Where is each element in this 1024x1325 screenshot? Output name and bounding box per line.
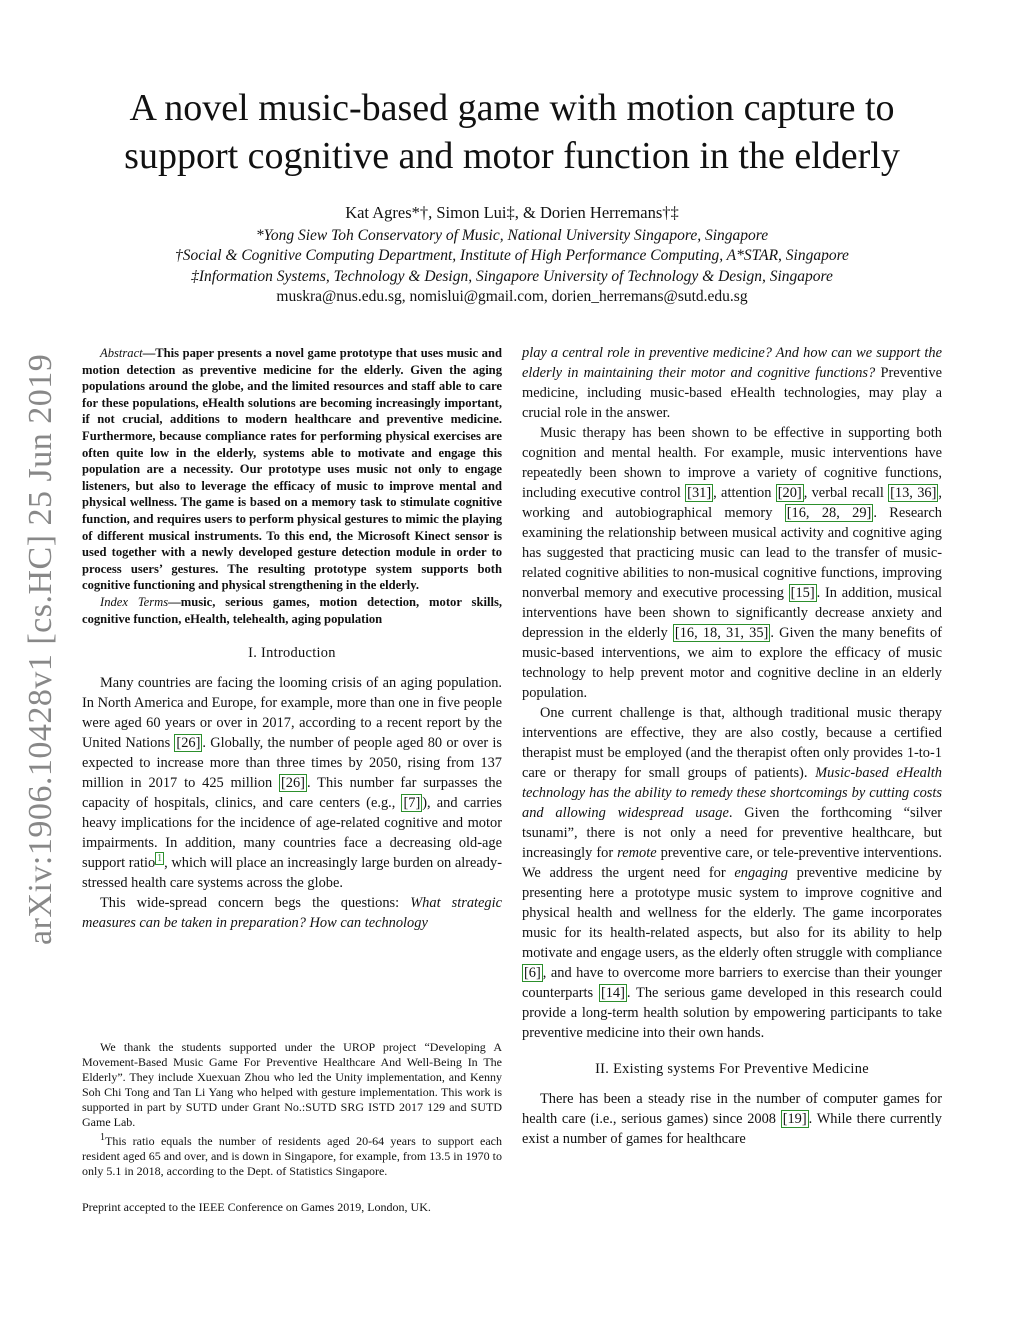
left-column	[82, 345, 502, 933]
intro-paragraph-2: This wide-spread concern begs the questions: What strategic measures can be taken in preparation? How can technology	[82, 895, 502, 932]
section-2-paragraph-1: There has been a steady rise in the number of computer games for health care (i.e., serious games) since 2008 [19] . While there currently exist a number of games for healthcare	[522, 1091, 942, 1147]
intro-paragraph-1: Many countries are facing the looming crisis of an aging population. In North America and Europe, for example, more than one in five people were aged 60 years or over in 2017, according to a recent report by the United Nations [26] . Globally, the number of people aged 80 or over is expected to increase more than three times by 2050, rising from 137 million in 2017 to 425 million [26] . This number far surpasses the capacity of hospitals, clinics, and care centers (e.g., [7] ), and carries heavy implications for the incidence of age-related cognitive and motor impairments. In addition, many countries face a decreasing old-age support ratio $^1$ , which will place an increasingly large burden on already-stressed health care systems across the globe.	[82, 675, 503, 892]
index-terms	[82, 594, 502, 627]
abstract-label: Abstract	[100, 346, 143, 360]
citation-link[interactable]: [20]	[777, 485, 802, 501]
affiliation-1: *Yong Siew Toh Conservatory of Music, National University Singapore, Singapore	[255, 226, 769, 244]
citation-link[interactable]: [31]	[687, 485, 712, 501]
citation-link[interactable]: [16, 18, 31, 35]	[674, 625, 769, 641]
citation-link[interactable]: [26]	[281, 775, 305, 792]
index-terms-text: —music, serious games, motion detection, motor skills, cognitive function, eHealth, telehealth, aging population	[82, 594, 502, 626]
citation-link[interactable]: [19]	[782, 1111, 807, 1127]
title-line-1: A novel music-based game with motion capture to	[129, 87, 895, 129]
section-2-heading: II. Existing systems For Preventive Medicine	[595, 1061, 869, 1077]
acknowledgement-footnote: We thank the students supported under the UROP project “Developing A Movement-Based Music Game For Preventive Healthcare And Well-Being In The Elderly”. They include Xuexuan Zhou who led the Unity implementation, and Kenny Soh Chi Tong and Tan Li Yang who helped with gesture implementation. This work is supported in part by SUTD under Grant No.:SUTD SRG ISTD 2017 129 and SUTD Game Lab.	[82, 1040, 502, 1129]
citation-link[interactable]: [16, 28, 29]	[786, 505, 872, 521]
preprint-note: Preprint accepted to the IEEE Conference on Games 2019, London, UK.	[82, 1200, 431, 1214]
arxiv-stamp: arXiv:1906.10428v1 [cs.HC] 25 Jun 2019	[22, 353, 59, 945]
right-paragraph-1: play a central role in preventive medicine? And how can we support the elderly in maintaining their motor and cognitive functions? Preventive medicine, including music-based eHealth technologies, may play a crucial role in the answer.	[522, 345, 942, 421]
citation-link[interactable]: [14]	[600, 985, 625, 1001]
affiliation-3: ‡Information Systems, Technology & Design, Singapore University of Technology & Design, Singapore	[191, 267, 833, 285]
right-paragraph-3: One current challenge is that, although traditional music therapy interventions are effective, they are also costly, because a certified therapist must be employed (and the therapist often only provides 1-to-1 care or therapy for small groups of patients). Music-based eHealth technology has the ability to remedy these shortcomings by cutting costs and allowing widespread usage. Given the forthcoming “silver tsunami”, there is not only a need for preventive healthcare, but increasingly for remote preventive care, or tele-preventive interventions. We address the urgent need for engaging preventive medicine by presenting here a prototype music system to improve cognitive and physical health and wellness for the elderly. The game incorporates music for its health-related aspects, but also for its ability to help motivate and engage users, as the elderly often struggle with compliance [6] , and have to overcome more barriers to exercise than their younger counterparts [14] . The serious game developed in this research could provide a long-term health solution by empowering participants to take preventive medicine into their own hands.	[522, 705, 942, 1041]
title-line-2: support cognitive and motor function in the elderly	[124, 135, 900, 177]
abstract	[82, 345, 502, 594]
right-column	[522, 343, 942, 1149]
section-1-heading: I. Introduction	[248, 645, 336, 662]
index-terms-label: Index Terms	[100, 594, 169, 609]
affiliation-2: †Social & Cognitive Computing Department, Institute of High Performance Computing, A*STAR, Singapore	[175, 247, 849, 264]
footnotes	[82, 1040, 502, 1179]
citation-link[interactable]: [15]	[790, 585, 815, 601]
citation-link[interactable]: [6]	[524, 965, 541, 981]
author-names: Kat Agres*†, Simon Lui‡, & Dorien Herremans†‡	[345, 203, 679, 222]
author-emails: muskra@nus.edu.sg, nomislui@gmail.com, dorien_herremans@sutd.edu.sg	[276, 288, 748, 305]
citation-link[interactable]: [7]	[403, 795, 421, 812]
footnote-link[interactable]: 1	[157, 853, 163, 865]
citation-link[interactable]: [26]	[176, 735, 201, 752]
paper-title	[0, 84, 1024, 180]
footnote-1: $^1$This ratio equals the number of residents aged 20-64 years to support each resident aged 65 and over, and is down in Singapore, for example, from 13.5 in 1970 to only 5.1 in 2018, according to the Dept. of Statistics Singapore.	[82, 1132, 502, 1178]
author-block	[0, 203, 1024, 308]
right-paragraph-2: Music therapy has been shown to be effective in supporting both cognition and mental health. For example, music interventions have repeatedly been shown to improve a variety of cognitive functions, including executive control [31] , attention [20] , verbal recall [13, 36] , working and autobiographical memory [16, 28, 29] . Research examining the relationship between musical activity and cognitive aging has suggested that practicing music can lead to the transfer of music-related cognitive abilities to non-musical cognitive functions, improving nonverbal memory and executive processing [15] . In addition, musical interventions have been shown to significantly decrease anxiety and depression in the elderly [16, 18, 31, 35] . Given the many benefits of music-based interventions, we aim to explore the efficacy of music technology to help prevent motor and cognitive decline in an elderly population.	[522, 425, 943, 701]
citation-link[interactable]: [13, 36]	[890, 485, 937, 501]
abstract-text: —This paper presents a novel game prototype that uses music and motion detection as preventive medicine for the elderly. Given the aging populations around the globe, and the limited resources and staff able to care for these populations, eHealth solutions are becoming increasingly important, if not crucial, additions to modern healthcare and preventive medicine. Furthermore, because compliance rates for performing physical exercises are often quite low in the elderly, systems able to motivate and engage this population are a necessity. Our prototype uses music not only to engage listeners, but also to leverage the efficacy of music to improve mental and physical wellness. The game is based on a memory task to stimulate cognitive function, and requires users to perform physical gestures to mimic the playing of different musical instruments. To this end, the Microsoft Kinect sensor is used together with a newly developed gesture detection module in order to process users’ gestures. The resulting prototype system supports both cognitive functioning and physical strengthening in the elderly.	[82, 346, 502, 593]
